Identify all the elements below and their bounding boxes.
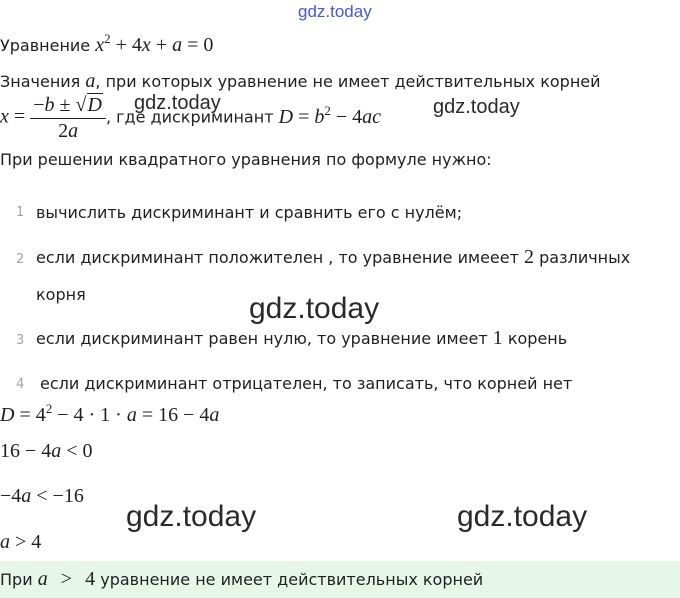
step-text: если дискриминант отрицателен, то записать, что корней нет [40,374,573,393]
watermark-inline-1: gdz.today [134,92,221,114]
answer-line [0,568,483,591]
step-text: если дискриминант положителен , то уравнение имееет 2 различных [36,246,631,268]
answer-op: > [60,568,73,590]
intro-text: При решении квадратного уравнения по формуле нужно: [0,150,492,169]
solution-result: a > 4 [0,531,42,553]
answer-var: a [37,568,48,590]
formula-fraction: $\frac{-b \pm √D}{2a}$ [30,93,106,143]
step-number: 2 [16,252,25,267]
equation-line [0,31,214,57]
step-text: если дискриминант равен нулю, то уравнение имеет 1 корень [36,327,568,349]
equation-label: Уравнение [0,36,91,55]
step-text-continuation: корня [36,285,86,304]
watermark-top: gdz.today [298,2,372,21]
watermark-bottom-right: gdz.today [457,500,588,533]
solution-inequality-1: 16 − 4a < 0 [0,440,93,462]
watermark-inline-2: gdz.today [433,96,520,118]
answer-prefix: При [0,570,33,589]
question-var: a [85,70,96,92]
step-number: 4 [16,377,25,392]
discriminant-formula: $D = b^2 - 4ac$ [278,102,382,128]
watermark-bottom-left: gdz.today [126,500,257,533]
step-text: вычислить дискриминант и сравнить его с нулём; [36,203,463,222]
solution-discriminant: $D = 4^2 - 4 \cdot 1 \cdot a = 16 - 4a$ [0,401,220,426]
answer-box [0,561,680,598]
question-text-before: Значения [0,72,81,91]
question-line [0,70,601,93]
watermark-middle: gdz.today [249,292,380,325]
formula-text: , где дискриминант [105,107,274,127]
equation-math: $x^2 + 4x + a = 0$ [95,31,214,56]
step-number: 3 [16,333,25,348]
formula-lhs: x = [0,105,26,128]
answer-text: уравнение не имеет действительных корней [100,570,484,589]
question-text-after: , при которых уравнение не имеет действительных корней [95,72,601,91]
solution-inequality-2: −4a < −16 [0,485,84,507]
step-number: 1 [16,205,25,220]
answer-value: 4 [85,568,96,590]
